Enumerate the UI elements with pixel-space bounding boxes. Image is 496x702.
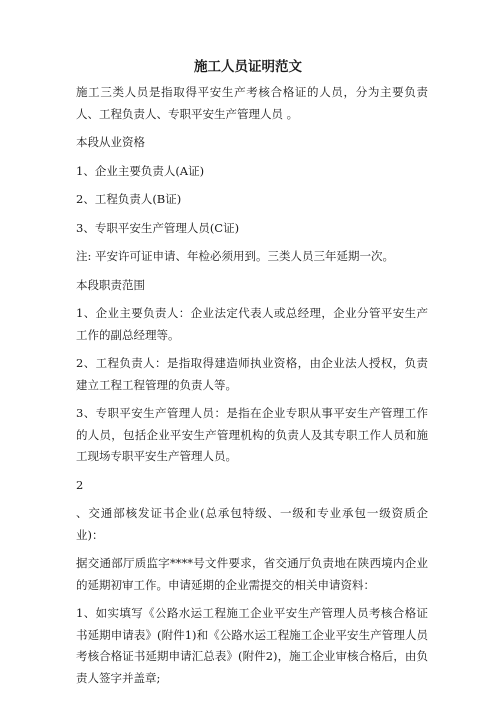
paragraph-number-2: 2 [76, 477, 84, 492]
document-body [76, 82, 428, 696]
paragraph-renewal-form: 1、如实填写《公路水运工程施工企业平安生产管理人员考核合格证书延期申请表》(附件1)和《公路水运工程施工企业平安生产管理人员考核合格证书延期申请汇总表》(附件2)，施工企业审核合格后，由负责人签字并盖章; [76, 606, 428, 685]
paragraph-transport-enterprises: 、交通部核发证书企业(总承包特级、一级和专业承包一级资质企业)： [76, 506, 428, 542]
paragraph-cert-b: 2、工程负责人(B证) [76, 192, 182, 206]
document-title: 施工人员证明范文 [194, 59, 302, 75]
paragraph-duties-heading: 本段职责范围 [76, 277, 145, 292]
paragraph-duty-3: 3、专职平安生产管理人员：是指在企业专职从事平安生产管理工作的人员，包括企业平安生产管理机构的负责人及其专职工作人员和施工现场专职平安生产管理人员。 [76, 406, 428, 463]
paragraph-cert-a: 1、企业主要负责人(A证) [76, 163, 205, 178]
paragraph-duty-2: 2、工程负责人：是指取得建造师执业资格，由企业法人授权，负责建立工程工程管理的负责人等。 [76, 356, 428, 392]
paragraph-intro: 施工三类人员是指取得平安生产考核合格证的人员，分为主要负责人、工程负责人、专职平安生产管理人员 。 [76, 85, 428, 121]
paragraph-duty-1: 1、企业主要负责人：企业法定代表人或总经理，企业分管平安生产工作的副总经理等。 [76, 306, 428, 342]
paragraph-cert-c: 3、专职平安生产管理人员(C证) [76, 220, 240, 235]
paragraph-note: 注: 平安许可证申请、年检必须用到。三类人员三年延期一次。 [76, 249, 395, 263]
paragraph-qualification-heading: 本段从业资格 [76, 135, 145, 149]
paragraph-renewal-requirements: 据交通部厅质监字****号文件要求，省交通厅负责地在陕西境内企业的延期初审工作。申请延期的企业需提交的相关申请资料： [76, 556, 428, 592]
